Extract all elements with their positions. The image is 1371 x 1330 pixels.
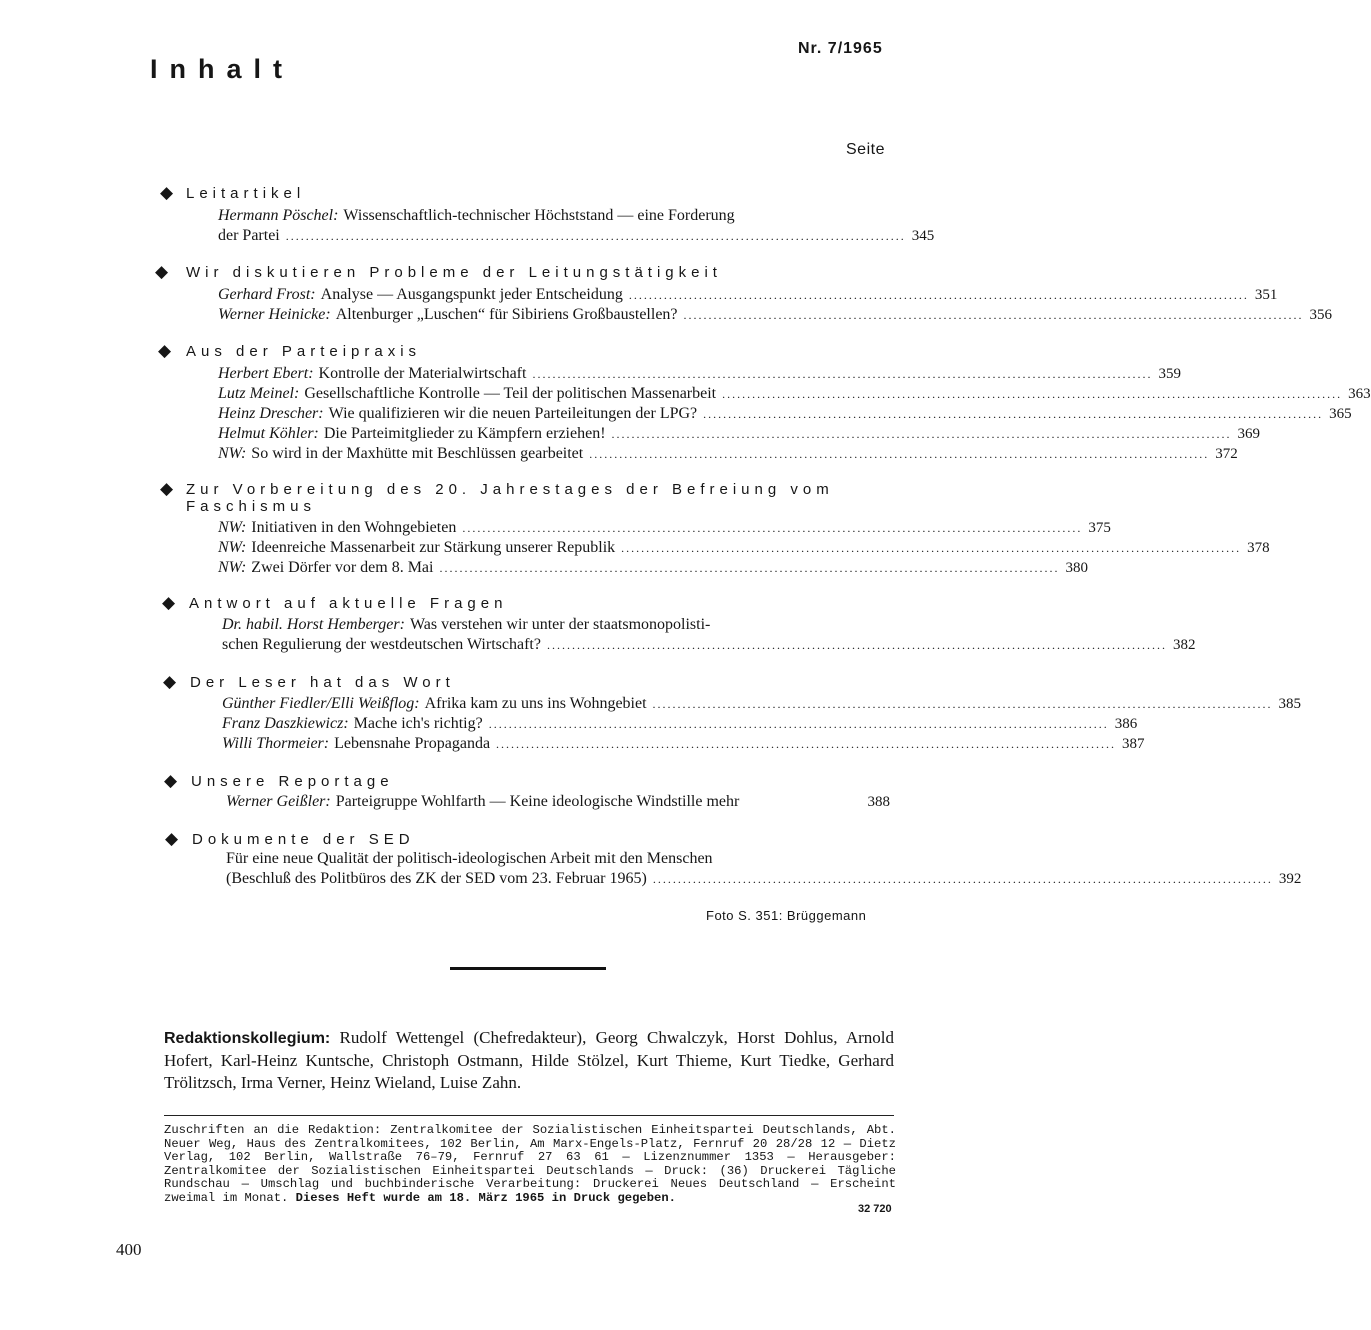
section-heading: Leitartikel: [186, 185, 306, 202]
leader-dots: ............................................................................................................................: [488, 717, 1109, 731]
editorial-label: Redaktionskollegium:: [164, 1030, 331, 1047]
entry-title: Mache ich's richtig?: [353, 715, 483, 732]
leader-dots: ............................................................................................................................: [683, 308, 1304, 322]
photo-credit: Foto S. 351: Brüggemann: [706, 908, 867, 923]
entry-title-continued: schen Regulierung der westdeutschen Wirtschaft?: [222, 636, 541, 653]
entry-title: Parteigruppe Wohlfarth — Keine ideologische Windstille mehr: [335, 793, 740, 810]
entry-title: Afrika kam zu uns ins Wohngebiet: [424, 695, 647, 712]
print-code: 32 720: [858, 1203, 892, 1215]
leader-dots: ............................................................................................................................: [462, 521, 1083, 535]
entry-page: 375: [1088, 520, 1111, 536]
entry-author: Helmut Köhler:: [218, 425, 319, 442]
toc-entry: [218, 206, 935, 246]
section-heading: Zur Vorbereitung des 20. Jahrestages der Befreiung vom: [186, 481, 834, 498]
entry-title: Für eine neue Qualität der politisch-ideologischen Arbeit mit den Menschen: [226, 850, 713, 867]
leader-dots: ............................................................................................................................: [652, 697, 1273, 711]
leader-dots: ............................................................................................................................: [652, 872, 1273, 886]
leader-dots: ............................................................................................................................: [611, 427, 1232, 441]
divider: [164, 1115, 894, 1116]
entry-page: 356: [1309, 307, 1333, 323]
leader-dots: ............................................................................................................................: [496, 737, 1117, 751]
entry-page: 359: [1158, 366, 1181, 382]
entry-author: Herbert Ebert:: [218, 365, 314, 382]
diamond-bullet-icon: ◆: [165, 829, 179, 849]
entry-author: Franz Daszkiewicz:: [222, 715, 349, 732]
entry-page: 386: [1114, 716, 1138, 732]
entry-title: Was verstehen wir unter der staatsmonopolisti-: [409, 616, 711, 633]
entry-title-continued: der Partei: [218, 227, 280, 244]
leader-dots: ............................................................................................................................: [589, 447, 1210, 461]
leader-dots: ............................................................................................................................: [703, 407, 1324, 421]
diamond-bullet-icon: ◆: [158, 341, 172, 361]
leader-dots: ............................................................................................................................: [439, 561, 1060, 575]
entry-page: 378: [1247, 540, 1270, 556]
entry-page: 385: [1278, 696, 1302, 712]
entry-author: NW:: [218, 445, 247, 462]
toc-entry: [226, 792, 890, 812]
entry-title: Ideenreiche Massenarbeit zur Stärkung unserer Republik: [251, 539, 616, 556]
section-heading: Dokumente der SED: [192, 831, 415, 848]
issue-number: Nr. 7/1965: [798, 40, 883, 57]
section-heading-continued: Faschismus: [186, 498, 317, 515]
section-heading: Der Leser hat das Wort: [190, 674, 455, 691]
entry-title: Altenburger „Luschen“ für Sibiriens Großbaustellen?: [335, 306, 678, 323]
entry-author: Lutz Meinel:: [218, 385, 300, 402]
page-column-label: Seite: [846, 141, 885, 158]
diamond-bullet-icon: ◆: [164, 771, 178, 791]
section-heading: Antwort auf aktuelle Fragen: [189, 595, 508, 612]
entry-page: 388: [867, 794, 890, 810]
diamond-bullet-icon: ◆: [160, 479, 174, 499]
imprint-text: Zuschriften an die Redaktion: Zentralkomitee der Sozialistischen Einheitspartei Deutschlands, Abt. Neuer Weg, Haus des Zentralkomitees, 102 Berlin, Am Marx-Engels-Platz, Fernruf 20 28/28 12 — Dietz Verlag, 102 Berlin, Wallstraße 76–79, Fernruf 27 63 61 — Lizenznummer 1353 — Herausgeber: Zentralkomitee der Sozialistischen Einheitspartei Deutschlands — Druck: (36) Druckerei Tägliche Rundschau — Umschlag und buchbinderische Verarbeitung: Druckerei Neues Deutschland — Erscheint zweimal im Monat.: [164, 1123, 896, 1205]
diamond-bullet-icon: ◆: [163, 672, 177, 692]
entry-page: 392: [1278, 871, 1302, 887]
entry-author: NW:: [218, 519, 247, 536]
toc-entry: [218, 285, 1333, 325]
entry-page: 351: [1254, 287, 1278, 303]
entry-page: 363: [1348, 386, 1371, 402]
page-title: Inhalt: [150, 54, 294, 84]
entry-page: 380: [1065, 560, 1088, 576]
editorial-board: [164, 1027, 894, 1094]
entry-title: Kontrolle der Materialwirtschaft: [318, 365, 527, 382]
entry-page: 369: [1237, 426, 1261, 442]
entry-author: Heinz Drescher:: [218, 405, 324, 422]
entry-page: 387: [1122, 736, 1145, 752]
entry-title: Lebensnahe Propaganda: [334, 735, 491, 752]
section-heading: Wir diskutieren Probleme der Leitungstätigkeit: [186, 264, 722, 281]
editorial-members: Rudolf Wettengel (Chefredakteur), Georg Chwalczyk, Horst Dohlus, Arnold Hofert, Karl-Heinz Kuntsche, Christoph Ostmann, Hilde Stölzel, Kurt Thieme, Kurt Tiedke, Gerhard Trölitzsch, Irma Verner, Heinz Wieland, Luise Zahn.: [164, 1028, 895, 1092]
toc-entry: [222, 615, 1196, 655]
entry-author: Günther Fiedler/Elli Weißflog:: [222, 695, 420, 712]
entry-page: 372: [1215, 446, 1238, 462]
entry-page: 365: [1329, 406, 1352, 422]
entry-author: NW:: [218, 559, 247, 576]
entry-title-continued: (Beschluß des Politbüros des ZK der SED vom 23. Februar 1965): [226, 870, 647, 887]
entry-page: 382: [1172, 637, 1196, 653]
entry-author: Gerhard Frost:: [218, 286, 316, 303]
entry-title: Wissenschaftlich-technischer Höchststand — eine Forderung: [343, 207, 735, 224]
leader-dots: ............................................................................................................................: [532, 367, 1153, 381]
leader-dots: ............................................................................................................................: [722, 387, 1343, 401]
toc-entry: [222, 694, 1302, 754]
entry-author: Willi Thormeier:: [222, 735, 330, 752]
leader-dots: ............................................................................................................................: [621, 541, 1242, 555]
entry-title: Die Parteimitglieder zu Kämpfern erziehen!: [323, 425, 606, 442]
entry-title: So wird in der Maxhütte mit Beschlüssen gearbeitet: [251, 445, 584, 462]
entry-author: NW:: [218, 539, 247, 556]
entry-author: Werner Geißler:: [226, 793, 331, 810]
section-heading: Unsere Reportage: [191, 773, 394, 790]
entry-title: Gesellschaftliche Kontrolle — Teil der politischen Massenarbeit: [304, 385, 717, 402]
toc-entry: [218, 518, 1270, 578]
leader-dots: ............................................................................................................................: [546, 638, 1167, 652]
entry-title: Zwei Dörfer vor dem 8. Mai: [251, 559, 434, 576]
leader-dots: ............................................................................................................................: [628, 288, 1249, 302]
toc-entry: [226, 849, 1302, 889]
entry-author: Werner Heinicke:: [218, 306, 331, 323]
entry-title: Initiativen in den Wohngebieten: [251, 519, 457, 536]
section-heading: Aus der Parteipraxis: [186, 343, 422, 360]
imprint: [164, 1124, 896, 1206]
entry-title: Analyse — Ausgangspunkt jeder Entscheidung: [320, 286, 623, 303]
diamond-bullet-icon: ◆: [160, 183, 174, 203]
imprint-print-date: Dieses Heft wurde am 18. März 1965 in Druck gegeben.: [295, 1190, 676, 1205]
entry-page: 345: [911, 228, 935, 244]
diamond-bullet-icon: ◆: [162, 593, 176, 613]
diamond-bullet-icon: ◆: [155, 262, 169, 282]
page-number: 400: [116, 1240, 142, 1259]
toc-entry: [218, 364, 1371, 464]
entry-author: Dr. habil. Horst Hemberger:: [222, 616, 405, 633]
entry-title: Wie qualifizieren wir die neuen Parteileitungen der LPG?: [328, 405, 698, 422]
leader-dots: ............................................................................................................................: [285, 229, 906, 243]
divider: [450, 967, 606, 970]
entry-author: Hermann Pöschel:: [218, 207, 339, 224]
